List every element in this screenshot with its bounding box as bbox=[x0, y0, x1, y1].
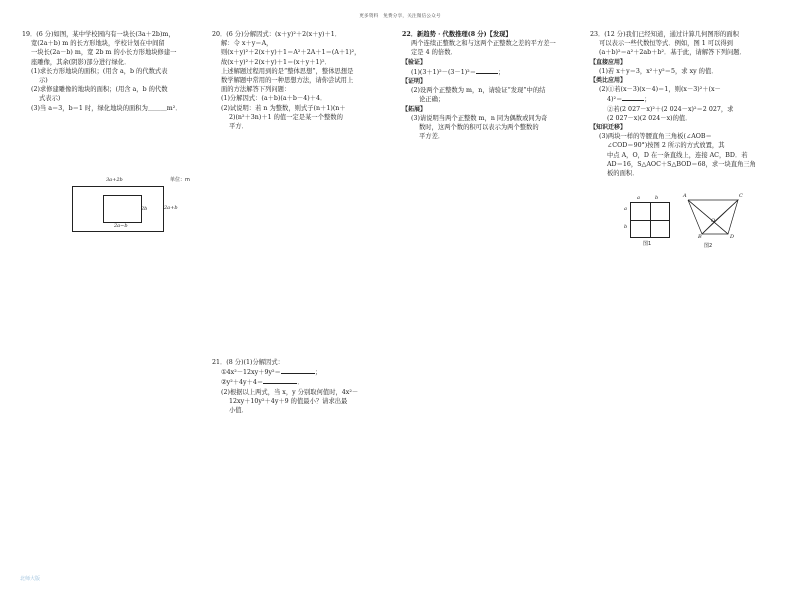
q21-part-2c: 小值． bbox=[229, 407, 248, 415]
q20-line: 上述解题过程用到的是“整体思想”，整体思想是 bbox=[221, 67, 354, 75]
figure-1-square bbox=[630, 202, 670, 238]
q22-part-1: (1)(3＋1)²－(3－1)²＝ ； bbox=[411, 68, 505, 76]
q20-line: 数学解题中常用的一种思想方法，请你尝试用上 bbox=[221, 77, 354, 85]
question-20 bbox=[212, 30, 392, 131]
question-22 bbox=[402, 30, 582, 141]
q23-part-2b: 4)²＝ ； bbox=[607, 96, 651, 104]
fig2-label-B: B bbox=[698, 234, 702, 240]
q19-part-3: (3)当 a＝3，b＝1 时，绿化地块的面积为＿＿＿m²． bbox=[31, 104, 182, 112]
q19-fig-top-label: 3a+2b bbox=[106, 177, 123, 183]
q22-part-2a: (2)设两个正整数为 m，n，请验证“发现”中的结 bbox=[411, 87, 546, 95]
q22-part-3b: 数时，这两个数的积可以表示为两个整数的 bbox=[419, 124, 539, 132]
fig2-label-D: D bbox=[730, 234, 735, 240]
q20-line: 2)(n²＋3n)＋1 的值一定是某一个整数的 bbox=[229, 113, 343, 121]
q23-part-2b-text: 4)²＝ bbox=[607, 96, 623, 104]
q20-line: (1)分解因式：(a＋b)(a＋b－4)＋4． bbox=[221, 95, 327, 103]
fig2-label-O: O bbox=[711, 218, 716, 224]
q22-part-1-text: (1)(3＋1)²－(3－1)²＝ bbox=[411, 68, 477, 76]
q23-part-1: (1)若 x＋y＝3，x²＋y²＝5，求 xy 的值． bbox=[599, 67, 718, 75]
q23-part-2c: ②若(2 027－x)²＋(2 024－x)²＝2 027，求 bbox=[607, 105, 734, 113]
question-23 bbox=[590, 30, 780, 178]
q22-part-3a: (3)请说明当两个正整数 m，n 同为偶数或同为奇 bbox=[411, 114, 548, 122]
q23-part-2a: (2)①若(x－3)(x－4)＝1，则(x－3)²＋(x－ bbox=[599, 86, 721, 94]
q23-line: 可以表示一些代数恒等式．例如，图 1 可以得到 bbox=[599, 40, 733, 48]
footer-logo: 北师大版 bbox=[20, 576, 41, 582]
q21-part-1b-text: ②y²＋4y＋4＝ bbox=[221, 379, 264, 387]
answer-blank[interactable] bbox=[622, 94, 644, 101]
q19-line: 座雕像，其余(阴影)部分进行绿化． bbox=[31, 58, 131, 66]
fig1-top-b: b bbox=[655, 195, 659, 201]
q21-title: 21．(8 分)(1)分解因式： bbox=[212, 359, 284, 366]
q21-part-1a: ①4x²－12xy＋9y²＝ ； bbox=[221, 369, 322, 377]
answer-blank[interactable] bbox=[281, 367, 315, 374]
fig1-hline bbox=[631, 220, 669, 221]
q22-extend-tag: 【拓展】 bbox=[402, 105, 427, 113]
q23-part-3e: 板的面积． bbox=[607, 170, 639, 178]
answer-blank[interactable] bbox=[263, 377, 297, 384]
q23-line: (a＋b)²＝a²＋2ab＋b²．基于此，请解答下列问题． bbox=[599, 49, 746, 57]
fig2-caption: 图2 bbox=[704, 243, 713, 249]
question-19 bbox=[22, 30, 204, 113]
q19-part-2b: 式表示) bbox=[39, 95, 61, 103]
q22-line: 定是 4 的倍数． bbox=[411, 49, 457, 57]
q22-part-2b: 论正确； bbox=[419, 96, 445, 104]
q20-line: 则(x＋y)²＋2(x＋y)＋1＝A²＋2A＋1＝(A＋1)²， bbox=[221, 49, 361, 57]
q20-line: 面的方法解答下列问题： bbox=[221, 86, 291, 94]
q22-part-3c: 平方差． bbox=[419, 133, 445, 141]
q23-part-3c: 中点 A，O，D 在一条直线上，连接 AC，BD．若 bbox=[607, 151, 748, 159]
fig1-left-b: b bbox=[624, 224, 628, 230]
q20-line: (2)试说明：若 n 为整数，则式子(n＋1)(n＋ bbox=[221, 104, 346, 112]
q19-fig-inner-bottom-label: 2a−b bbox=[114, 223, 128, 229]
q23-transfer-tag: 【知识迁移】 bbox=[590, 124, 627, 132]
q19-part-1: (1)求长方形地块的面积；(用含 a，b 的代数式表 bbox=[31, 67, 168, 75]
q19-line: 宽(2a＋b) m 的长方形地块，学校计划在中间留 bbox=[31, 40, 165, 48]
q21-part-2b: 12xy＋10y²＋4y＋9 的值最小？请求出最 bbox=[229, 397, 348, 405]
question-21 bbox=[212, 358, 392, 415]
q20-line: 解：令 x＋y＝A， bbox=[221, 40, 273, 48]
q20-title: 20．(6 分)分解因式：(x＋y)²＋2(x＋y)＋1． bbox=[212, 31, 342, 38]
q23-title: 23．(12 分)我们已经知道，通过计算几何图形的面积 bbox=[590, 31, 739, 38]
fig1-caption: 图1 bbox=[643, 241, 652, 247]
q22-proof-tag: 【证明】 bbox=[402, 78, 427, 86]
q22-verify-tag: 【验证】 bbox=[402, 58, 427, 66]
q19-title: 19．(6 分)如图，某中学校园内有一块长(3a＋2b)m， bbox=[22, 31, 175, 38]
q23-part-3b: ∠COD＝90°)按图 2 所示的方式放置，其 bbox=[607, 142, 725, 150]
q20-line: 故(x＋y)²＋2(x＋y)＋1＝(x＋y＋1)²． bbox=[221, 58, 331, 66]
fig2-label-C: C bbox=[739, 193, 743, 199]
q19-inner-rect bbox=[103, 195, 142, 223]
answer-blank[interactable] bbox=[476, 67, 498, 74]
fig1-top-a: a bbox=[637, 195, 640, 201]
fig1-left-a: a bbox=[624, 206, 627, 212]
q23-part-3a: (3)两块一样的等腰直角三角板(∠AOB＝ bbox=[599, 133, 712, 141]
fig2-label-A: A bbox=[683, 193, 687, 199]
q19-fig-inner-right-label: 2b bbox=[141, 206, 148, 212]
q19-line: 一块长(2a－b) m，宽 2b m 的小长方形地块修建一 bbox=[31, 49, 177, 57]
q22-line: 两个连续正整数之和与这两个正整数之差的平方差一 bbox=[411, 40, 556, 48]
q23-similar-tag: 【类比应用】 bbox=[590, 77, 627, 85]
page-header: 更多资料 免费分享，关注微信公众号 bbox=[359, 14, 441, 19]
q20-line: 平方． bbox=[229, 123, 248, 131]
q19-fig-right-label: 2a+b bbox=[164, 205, 178, 211]
q23-part-3d: AD＝16，S△AOC＋S△BOD＝68，求一块直角三角 bbox=[607, 160, 756, 168]
q21-part-1a-text: ①4x²－12xy＋9y²＝ bbox=[221, 369, 281, 377]
q19-part-2: (2)求修建雕像的地块的面积；(用含 a，b 的代数 bbox=[31, 86, 168, 94]
q23-direct-tag: 【直接应用】 bbox=[590, 58, 627, 66]
q22-title: 22．新趋势 · 代数推理(8 分)【发现】 bbox=[402, 31, 512, 38]
q23-part-2d: (2 027－x)(2 024－x)的值． bbox=[607, 114, 692, 122]
q19-part-1b: 示) bbox=[39, 77, 48, 85]
q21-part-1b: ②y²＋4y＋4＝ ． bbox=[221, 379, 304, 387]
q21-part-2a: (2)根据以上两式，当 x，y 分别取何值时，4x²－ bbox=[221, 388, 359, 396]
q19-unit-label: 单位：m bbox=[170, 177, 190, 183]
